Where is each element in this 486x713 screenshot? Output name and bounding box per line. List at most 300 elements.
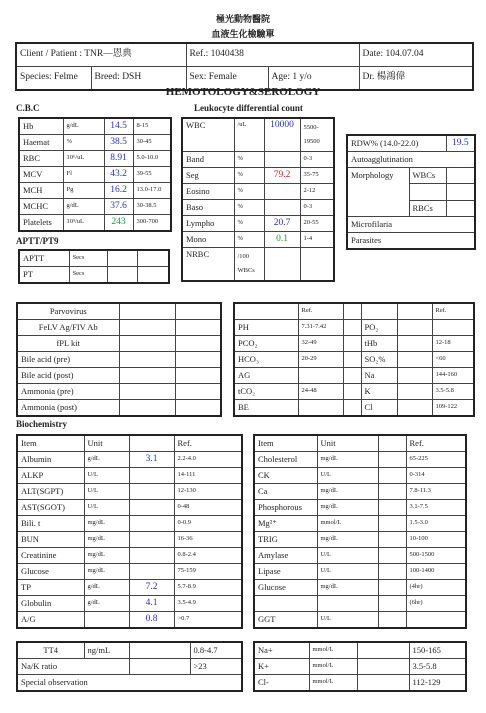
serology-item-label: Bile acid (post) <box>17 368 119 384</box>
biochem-unit-header: Unit <box>317 435 378 452</box>
morphology-label: Morphology <box>347 168 409 217</box>
cbc-ref: 30-45 <box>133 135 171 151</box>
biochem-ref: (4hr) <box>406 580 466 596</box>
wbc-row <box>182 232 334 248</box>
biochem-ref: 3.5-4.9 <box>174 596 242 612</box>
pt-ref <box>137 267 169 284</box>
serology-item-label: Bile acid (pre) <box>17 352 119 368</box>
wbc-row <box>182 216 334 232</box>
biochem-unit: mg/dL <box>317 532 378 548</box>
biochem-row <box>17 596 242 612</box>
electrolyte-ref: 112-129 <box>409 675 466 692</box>
aptt-table <box>18 249 170 284</box>
tt4-table <box>16 641 243 692</box>
biochem-row <box>254 500 466 516</box>
biochem-row <box>254 548 466 564</box>
biochem-ref: 5.7-8.9 <box>174 580 242 596</box>
biochem-value <box>129 564 174 580</box>
pt-label: PT <box>19 267 69 284</box>
biochem-value: 4.1 <box>129 596 174 612</box>
biochem-item-label: GGT <box>254 612 317 629</box>
biochem-ref: >0.7 <box>174 612 242 629</box>
wbc-ref: 0-3 <box>300 200 334 216</box>
nak-ref: >23 <box>190 659 242 675</box>
biochem-row <box>254 484 466 500</box>
biochem-value <box>378 468 406 484</box>
bloodgas-item-label: PCO₂ <box>234 336 298 352</box>
biochem-item-label: Bili. t <box>17 516 84 532</box>
electrolytes-table <box>253 641 467 692</box>
biochem-item-label: TRIG <box>254 532 317 548</box>
biochem-row <box>254 532 466 548</box>
biochem-row <box>17 564 242 580</box>
biochem-unit: mg/dL <box>84 548 129 564</box>
bloodgas-ref <box>298 368 343 384</box>
bloodgas-value <box>343 352 361 368</box>
microfilaria-label: Microfilaria <box>347 217 475 233</box>
bloodgas-table <box>233 302 475 417</box>
biochem-ref: 0-0.9 <box>174 516 242 532</box>
cbc-unit: Pg <box>63 183 104 199</box>
serology-table <box>16 302 222 417</box>
biochem-row <box>17 548 242 564</box>
bloodgas-header-blank <box>343 303 361 320</box>
wbc-item-label: Mono <box>182 232 234 248</box>
biochem-item-label: Amylase <box>254 548 317 564</box>
biochem-unit: U/L <box>84 484 129 500</box>
cbc-row <box>19 118 171 135</box>
cbc-ref: 300-700 <box>133 215 171 232</box>
bloodgas-ref: <60 <box>432 352 474 368</box>
cbc-ref: 30-38.5 <box>133 199 171 215</box>
biochem-unit <box>317 596 378 612</box>
bloodgas-ref <box>298 400 343 417</box>
cbc-item-label: MCHC <box>19 199 63 215</box>
wbc-row <box>182 118 334 152</box>
bloodgas-value <box>397 400 432 417</box>
age: Age: 1 y/o <box>268 67 359 91</box>
biochem-unit: mg/dL <box>317 452 378 468</box>
biochem-ref: 16-36 <box>174 532 242 548</box>
electrolyte-ref: 150-165 <box>409 642 466 659</box>
cbc-unit: Fl <box>63 167 104 183</box>
serology-value <box>119 336 175 352</box>
pt-unit: Secs <box>69 267 107 284</box>
bloodgas-ref <box>432 320 474 336</box>
bloodgas-item-label: tHb <box>361 336 397 352</box>
bloodgas-item-label: HCO₃ <box>234 352 298 368</box>
bloodgas-item-label: PH <box>234 320 298 336</box>
wbc-item-label: Lympho <box>182 216 234 232</box>
biochem-item-label: TP <box>17 580 84 596</box>
morphology-wbcs: WBCs <box>409 168 446 184</box>
section-title: HEMOTOLOGY&SEROLOGY <box>165 86 321 98</box>
biochem-value <box>129 484 174 500</box>
biochem-item-label: Mg²⁺ <box>254 516 317 532</box>
bloodgas-ref: 20-29 <box>298 352 343 368</box>
bloodgas-item-label: BE <box>234 400 298 417</box>
biochem-item-label: Albumin <box>17 452 84 468</box>
biochem-item-header: Item <box>17 435 84 452</box>
biochem-value: 3.1 <box>129 452 174 468</box>
cbc-item-label: Hb <box>19 118 63 135</box>
biochem-value <box>129 548 174 564</box>
electrolyte-row <box>254 659 466 675</box>
biochem-unit: mg/dL <box>317 484 378 500</box>
bloodgas-row <box>234 352 474 368</box>
bloodgas-value <box>397 336 432 352</box>
parasites-label: Parasites <box>347 233 475 250</box>
wbc-ref-line1: 5500- <box>303 124 319 131</box>
biochem-value <box>129 516 174 532</box>
wbc-unit <box>234 248 264 282</box>
cbc-table <box>18 117 172 232</box>
nrbc-unit-line2: WBCs <box>237 266 255 274</box>
biochem-title: Biochemistry <box>16 419 67 429</box>
wbc-ref-line2: 19500 <box>303 137 320 145</box>
aptt-label: APTT <box>19 250 69 267</box>
bloodgas-header-row <box>234 303 474 320</box>
wbc-value <box>264 248 300 282</box>
bloodgas-row <box>234 336 474 352</box>
biochem-unit: U/L <box>317 564 378 580</box>
biochem-value <box>378 516 406 532</box>
electrolyte-label: Cl- <box>254 675 309 692</box>
bloodgas-ref: 109-122 <box>432 400 474 417</box>
wbc-item-label: WBC <box>182 118 234 152</box>
serology-value <box>119 384 175 400</box>
serology-value <box>119 400 175 417</box>
biochem-item-label: Glucose <box>254 580 317 596</box>
biochem-row <box>254 516 466 532</box>
biochem-item-label: CK <box>254 468 317 484</box>
wbc-value <box>264 152 300 168</box>
nak-value <box>129 659 190 675</box>
biochem-value <box>378 612 406 629</box>
biochem-row <box>254 452 466 468</box>
wbc-value: 10000 <box>264 118 300 152</box>
biochem-ref-header: Ref. <box>406 435 466 452</box>
biochem-row <box>254 468 466 484</box>
serology-value <box>119 352 175 368</box>
morphology-rbcs-value <box>446 201 475 217</box>
cbc-item-label: MCV <box>19 167 63 183</box>
cbc-value: 37.6 <box>104 199 133 215</box>
electrolyte-ref: 3.5-5.8 <box>409 659 466 675</box>
biochem-ref: 12-130 <box>174 484 242 500</box>
bloodgas-ref: 12-18 <box>432 336 474 352</box>
report-date: Date: 104.07.04 <box>359 43 473 67</box>
biochem-unit: mg/dL <box>317 580 378 596</box>
serology-item-label: FeLV Ag/FIV Ab <box>17 320 119 336</box>
serology-ref <box>175 368 221 384</box>
aptt-unit: Secs <box>69 250 107 267</box>
morphology-rbcs: RBCs <box>409 201 446 217</box>
serology-item-label: Ammonia (post) <box>17 400 119 417</box>
serology-ref <box>175 320 221 336</box>
aptt-value <box>107 250 137 267</box>
biochem-row <box>254 580 466 596</box>
wbc-value: 79.2 <box>264 168 300 184</box>
pt-value <box>107 267 137 284</box>
bloodgas-item-label: Na <box>361 368 397 384</box>
biochem-unit: mg/dL <box>84 516 129 532</box>
wbc-ref: 20-55 <box>300 216 334 232</box>
bloodgas-ref: 7.31-7.42 <box>298 320 343 336</box>
biochem-item-label: Cholesterol <box>254 452 317 468</box>
cbc-unit: g/dL <box>63 199 104 215</box>
tt4-unit: ng/mL <box>84 642 129 659</box>
rdw-label: RDW% (14.0-22.0) <box>347 135 446 152</box>
biochem-unit: mg/dL <box>317 500 378 516</box>
electrolyte-row <box>254 642 466 659</box>
rdw-value: 19.5 <box>446 135 475 152</box>
cbc-title: C.B.C <box>16 103 40 113</box>
morphology-spacer <box>409 184 446 201</box>
serology-row <box>17 320 221 336</box>
biochem-ref: 14-111 <box>174 468 242 484</box>
biochem-row <box>17 500 242 516</box>
biochem-ref: (6hr) <box>406 596 466 612</box>
bloodgas-ref: 32-49 <box>298 336 343 352</box>
biochem-row <box>17 612 242 629</box>
serology-value <box>119 368 175 384</box>
biochem-ref: 0-48 <box>174 500 242 516</box>
biochem-ref-header: Ref. <box>174 435 242 452</box>
biochem-ref: 100-1400 <box>406 564 466 580</box>
bloodgas-value <box>397 352 432 368</box>
cbc-item-label: MCH <box>19 183 63 199</box>
biochem-item-label: ALKP <box>17 468 84 484</box>
wbc-item-label: Baso <box>182 200 234 216</box>
wbc-row <box>182 200 334 216</box>
serology-row <box>17 336 221 352</box>
breed: Breed: DSH <box>91 67 186 91</box>
biochem-unit: g/dL <box>84 452 129 468</box>
biochem-value <box>129 500 174 516</box>
wbc-item-label: NRBC <box>182 248 234 282</box>
bloodgas-value <box>397 384 432 400</box>
cbc-ref: 13.0-17.0 <box>133 183 171 199</box>
bloodgas-row <box>234 368 474 384</box>
biochem-unit <box>84 612 129 629</box>
cbc-value: 16.2 <box>104 183 133 199</box>
bloodgas-ref: 144-160 <box>432 368 474 384</box>
bloodgas-row <box>234 384 474 400</box>
cbc-ref: 5.0-10.0 <box>133 151 171 167</box>
serology-row <box>17 400 221 417</box>
serology-item-label: Parvovirus <box>17 303 119 320</box>
biochem-ref: 2.2-4.0 <box>174 452 242 468</box>
biochem-value <box>378 500 406 516</box>
wbc-ref: 1-4 <box>300 232 334 248</box>
wbc-unit: % <box>234 232 264 248</box>
aptt-ref <box>137 250 169 267</box>
report-title: 血液生化檢驗單 <box>211 29 275 39</box>
wbc-title: Leukocyte differential count <box>194 103 303 113</box>
bloodgas-ref: 3.5-5.8 <box>432 384 474 400</box>
cbc-ref: 8-15 <box>133 118 171 135</box>
nrbc-unit-line1: /100 <box>237 253 250 260</box>
biochem-unit: mg/dL <box>84 532 129 548</box>
bloodgas-ref-header: Ref. <box>298 303 343 320</box>
electrolyte-unit: mmol/L <box>309 675 357 692</box>
biochem-value <box>129 532 174 548</box>
biochem-unit: mg/dL <box>84 564 129 580</box>
wbc-row <box>182 168 334 184</box>
biochem-item-label: AST(SGOT) <box>17 500 84 516</box>
wbc-unit: % <box>234 152 264 168</box>
nak-label: Na/K ratio <box>17 659 129 675</box>
biochem-value: 0.8 <box>129 612 174 629</box>
electrolyte-unit: mmol/L <box>309 659 357 675</box>
bloodgas-value <box>397 320 432 336</box>
bloodgas-item-label: SO₂% <box>361 352 397 368</box>
sex: Sex: Female <box>186 67 268 91</box>
bloodgas-value <box>343 400 361 417</box>
wbc-value <box>264 184 300 200</box>
electrolyte-value <box>357 642 409 659</box>
wbc-table <box>181 117 335 282</box>
cbc-row <box>19 167 171 183</box>
tt4-label: TT4 <box>17 642 84 659</box>
serology-ref <box>175 303 221 320</box>
wbc-item-label: Seg <box>182 168 234 184</box>
biochem-row <box>17 468 242 484</box>
serology-ref <box>175 352 221 368</box>
bloodgas-item-label: AG <box>234 368 298 384</box>
serology-row <box>17 352 221 368</box>
cbc-row <box>19 215 171 232</box>
biochem-row <box>17 452 242 468</box>
cbc-unit: % <box>63 135 104 151</box>
biochem-unit: mmol/L <box>317 516 378 532</box>
biochem-item-label: Creatinine <box>17 548 84 564</box>
biochem-row <box>17 516 242 532</box>
serology-row <box>17 384 221 400</box>
bloodgas-item-label: PO₂ <box>361 320 397 336</box>
biochem-header-row <box>254 435 466 452</box>
wbc-value <box>264 200 300 216</box>
biochem-value <box>378 548 406 564</box>
serology-row <box>17 303 221 320</box>
biochem-unit: U/L <box>84 500 129 516</box>
cbc-row <box>19 199 171 215</box>
wbc-unit: % <box>234 168 264 184</box>
morphology-wbcs-value <box>446 168 475 184</box>
biochem-right-table <box>253 434 467 629</box>
biochem-ref: 1.5-3.0 <box>406 516 466 532</box>
biochem-value-header <box>378 435 406 452</box>
cbc-row <box>19 183 171 199</box>
biochem-row <box>254 612 466 629</box>
client-patient: Client / Patient : TNR—恩典 <box>16 43 186 67</box>
bloodgas-value <box>343 336 361 352</box>
electrolyte-label: K+ <box>254 659 309 675</box>
serology-item-label: fPL kit <box>17 336 119 352</box>
patient-info-table <box>15 42 474 91</box>
biochem-value <box>378 596 406 612</box>
special-observation: Special observation <box>17 675 242 692</box>
biochem-header-row <box>17 435 242 452</box>
electrolyte-row <box>254 675 466 692</box>
biochem-value <box>378 484 406 500</box>
wbc-ref: 35-75 <box>300 168 334 184</box>
cbc-unit: g/dL <box>63 118 104 135</box>
cbc-value: 243 <box>104 215 133 232</box>
serology-item-label: Ammonia (pre) <box>17 384 119 400</box>
biochem-unit: g/dL <box>84 580 129 596</box>
biochem-value: 7.2 <box>129 580 174 596</box>
wbc-ref <box>300 118 334 152</box>
bloodgas-ref-header: Ref. <box>432 303 474 320</box>
cbc-value: 8.91 <box>104 151 133 167</box>
biochem-item-label: A/G <box>17 612 84 629</box>
serology-row <box>17 368 221 384</box>
biochem-unit: U/L <box>317 612 378 629</box>
serology-value <box>119 303 175 320</box>
bloodgas-ref: 24-48 <box>298 384 343 400</box>
cbc-item-label: Haemat <box>19 135 63 151</box>
hospital-name: 極光動物醫院 <box>215 14 270 24</box>
species: Species: Felme <box>16 67 91 91</box>
bloodgas-header-blank <box>234 303 298 320</box>
bloodgas-item-label: Cl <box>361 400 397 417</box>
ref-number: Ref.: 1040438 <box>186 43 359 67</box>
bloodgas-item-label: tCO₂ <box>234 384 298 400</box>
biochem-row <box>17 484 242 500</box>
biochem-row <box>254 596 466 612</box>
biochem-unit: U/L <box>84 468 129 484</box>
biochem-ref: 10-100 <box>406 532 466 548</box>
biochem-item-label: Ca <box>254 484 317 500</box>
wbc-row <box>182 184 334 200</box>
bloodgas-header-blank <box>397 303 432 320</box>
biochem-item-label <box>254 596 317 612</box>
serology-ref <box>175 336 221 352</box>
biochem-left-table <box>16 434 243 629</box>
electrolyte-value <box>357 675 409 692</box>
wbc-ref: 0-3 <box>300 152 334 168</box>
tt4-value <box>129 642 190 659</box>
cbc-value: 43.2 <box>104 167 133 183</box>
biochem-item-label: Glucose <box>17 564 84 580</box>
wbc-ref <box>300 248 334 282</box>
autoagglutination-label: Autoagglutination <box>347 152 475 168</box>
biochem-unit: U/L <box>317 468 378 484</box>
cbc-item-label: Platelets <box>19 215 63 232</box>
wbc-item-label: Eosino <box>182 184 234 200</box>
cbc-unit: 10³/uL <box>63 215 104 232</box>
bloodgas-item-label: K <box>361 384 397 400</box>
cbc-value: 38.5 <box>104 135 133 151</box>
wbc-value: 0.1 <box>264 232 300 248</box>
biochem-unit-header: Unit <box>84 435 129 452</box>
biochem-row <box>17 532 242 548</box>
tt4-ref: 0.8-4.7 <box>190 642 242 659</box>
biochem-value <box>129 468 174 484</box>
biochem-ref: 75-159 <box>174 564 242 580</box>
bloodgas-header-blank <box>361 303 397 320</box>
wbc-unit: % <box>234 200 264 216</box>
cbc-ref: 39-55 <box>133 167 171 183</box>
bloodgas-row <box>234 320 474 336</box>
biochem-value <box>378 580 406 596</box>
serology-ref <box>175 400 221 417</box>
biochem-ref: 500-1500 <box>406 548 466 564</box>
wbc-unit: % <box>234 216 264 232</box>
serology-value <box>119 320 175 336</box>
